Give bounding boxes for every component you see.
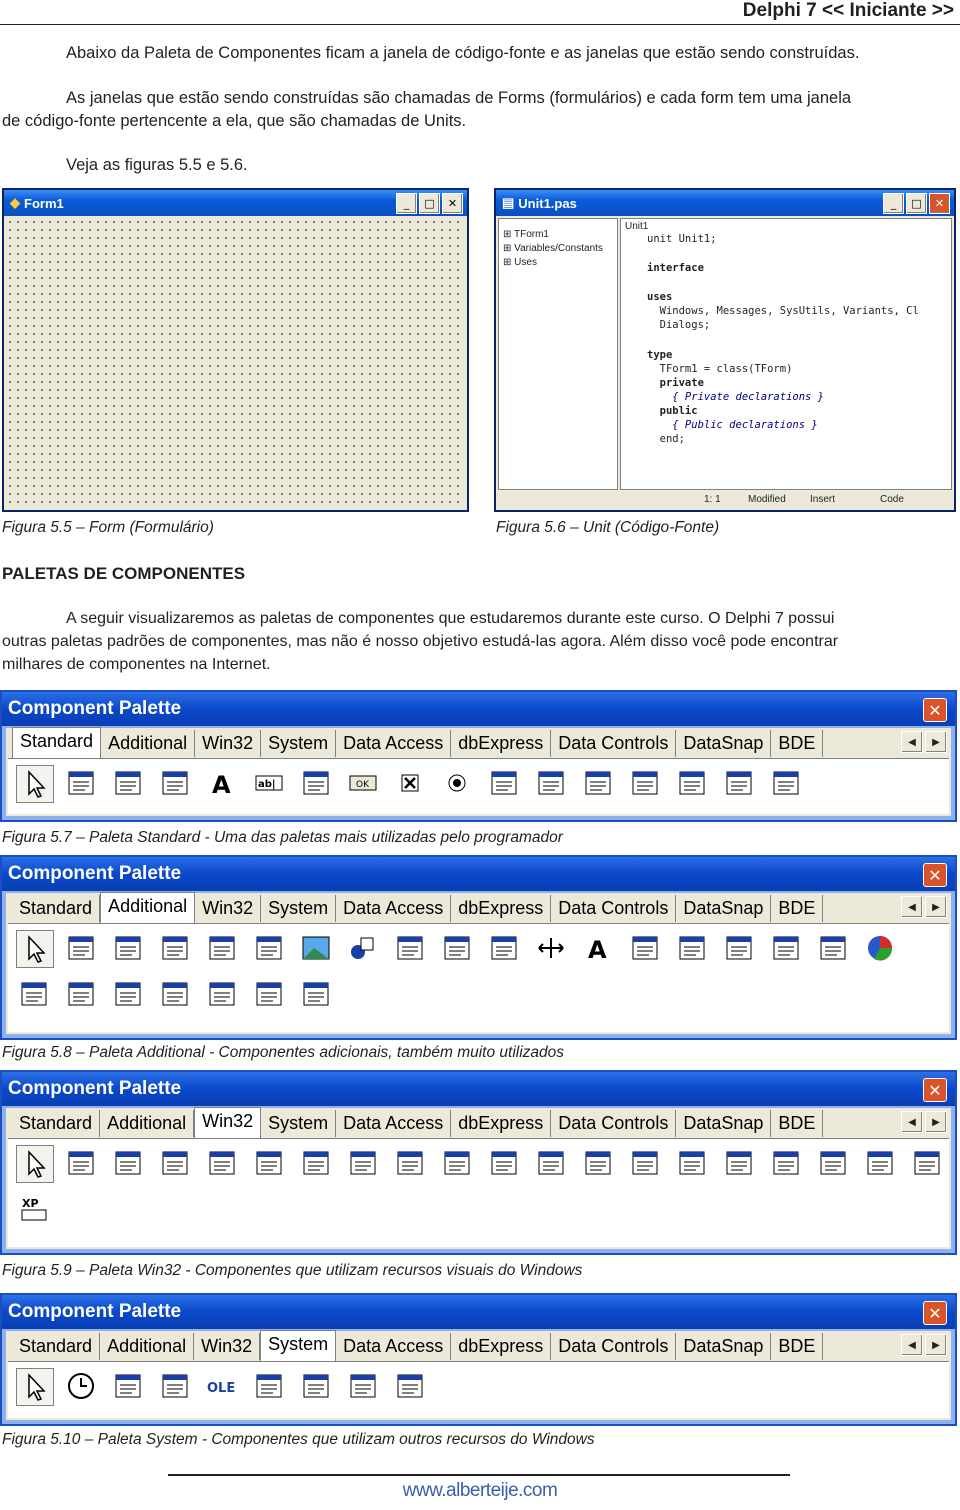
tree-item-variables[interactable]: ⊞ Variables/Constants	[503, 243, 603, 254]
bevel-icon[interactable]	[392, 930, 428, 966]
intro-paragraph-2b: de código-fonte pertencente a ela, que são chamadas de Units.	[2, 112, 467, 130]
palette-body	[6, 1331, 951, 1420]
maximize-button[interactable]: □	[906, 193, 927, 214]
progressbar-icon[interactable]	[298, 1145, 334, 1181]
tab-bde[interactable]: BDE	[771, 895, 823, 922]
component-palette-standard[interactable]	[0, 690, 957, 822]
scrollbox-icon[interactable]	[439, 930, 475, 966]
code-tab[interactable]: Code	[880, 494, 904, 505]
olecontainer-icon[interactable]	[204, 1368, 240, 1404]
hotkey-icon[interactable]	[392, 1145, 428, 1181]
tab-scroll-right-icon[interactable]: ▶	[925, 1334, 947, 1356]
tab-win32[interactable]: Win32	[195, 730, 261, 757]
drawgrid-icon[interactable]	[251, 930, 287, 966]
palette-close-button[interactable]: ✕	[923, 1078, 947, 1102]
palette-close-button[interactable]: ✕	[923, 863, 947, 887]
form1-title: Form1	[24, 195, 64, 211]
paintbox-icon[interactable]	[110, 1368, 146, 1404]
customizedlg-icon[interactable]	[298, 976, 334, 1012]
monthcalendar-icon[interactable]	[533, 1145, 569, 1181]
xpmanifest-icon[interactable]	[16, 1191, 52, 1227]
popupmenu-icon[interactable]	[110, 765, 146, 801]
listbox-icon[interactable]	[486, 765, 522, 801]
pointer-icon[interactable]	[16, 1145, 54, 1183]
code-line: uses	[647, 291, 673, 303]
tab-standard[interactable]: Standard	[12, 1333, 100, 1360]
palette-tabs	[12, 895, 823, 923]
mainmenu-icon[interactable]	[63, 765, 99, 801]
svg-text:XP: XP	[22, 1197, 39, 1210]
colorbox-icon[interactable]	[815, 930, 851, 966]
form-design-surface[interactable]	[6, 218, 465, 508]
unit-file-icon: ▤	[502, 195, 515, 210]
standardcolormap-icon[interactable]	[204, 976, 240, 1012]
code-line: public	[647, 405, 698, 417]
code-line: type	[647, 349, 673, 361]
tree-item-uses[interactable]: ⊞ Uses	[503, 257, 537, 268]
unit1-window[interactable]	[494, 188, 956, 512]
shape-icon[interactable]	[345, 930, 381, 966]
delphi-form-icon: ◆	[10, 195, 20, 210]
svg-text:OLE: OLE	[207, 1381, 236, 1396]
twilightcolormap-icon[interactable]	[251, 976, 287, 1012]
actionmanager-icon[interactable]	[16, 976, 52, 1012]
tab-scroll-right-icon[interactable]: ▶	[925, 731, 947, 753]
ddeclientconv-icon[interactable]	[251, 1368, 287, 1404]
datetimepicker-icon[interactable]	[486, 1145, 522, 1181]
code-line: unit Unit1;	[647, 233, 717, 245]
intro-paragraph-1: Abaixo da Paleta de Componentes ficam a janela de código-fonte e as janelas que estão sendo construídas.	[66, 44, 860, 62]
header-rule	[0, 24, 960, 25]
code-line: { Public declarations }	[647, 419, 818, 431]
palette-titlebar[interactable]	[2, 692, 955, 726]
tab-additional[interactable]: Additional	[100, 1333, 194, 1360]
palette-body	[6, 1108, 951, 1249]
tab-scroll-right-icon[interactable]: ▶	[925, 1111, 947, 1133]
tab-scroll-left-icon[interactable]: ◀	[901, 1111, 923, 1133]
tab-dbexpress[interactable]: dbExpress	[451, 730, 551, 757]
code-line: end;	[647, 433, 685, 445]
caption-fig-5-8: Figura 5.8 – Paleta Additional - Componentes adicionais, também muito utilizados	[2, 1044, 565, 1061]
tab-data-access[interactable]: Data Access	[336, 1110, 451, 1137]
tab-scroll-left-icon[interactable]: ◀	[901, 731, 923, 753]
pointer-hand-icon[interactable]	[157, 765, 193, 801]
xpcolormap-icon[interactable]	[157, 976, 193, 1012]
tabcontrol-icon[interactable]	[63, 1145, 99, 1181]
memo-icon[interactable]	[298, 765, 334, 801]
page-header-title: Delphi 7 << Iniciante >>	[742, 0, 954, 21]
close-button[interactable]: ✕	[929, 193, 950, 214]
controlbar-icon[interactable]	[627, 930, 663, 966]
palette-body	[6, 728, 951, 816]
combobox-icon[interactable]	[533, 765, 569, 801]
tab-win32[interactable]: Win32	[194, 1107, 261, 1141]
mediaplayer-icon[interactable]	[157, 1368, 193, 1404]
listview-icon[interactable]	[627, 1145, 663, 1181]
maximize-button[interactable]: □	[419, 193, 440, 214]
tab-scroll-right-icon[interactable]: ▶	[925, 896, 947, 918]
palette-close-button[interactable]: ✕	[923, 1301, 947, 1325]
tab-system[interactable]: System	[261, 730, 336, 757]
tab-scroll-left-icon[interactable]: ◀	[901, 896, 923, 918]
component-icons	[8, 923, 949, 1032]
palette-tabs	[12, 730, 823, 758]
minimize-button[interactable]: _	[396, 193, 417, 214]
tab-data-controls[interactable]: Data Controls	[551, 730, 676, 757]
tab-bde[interactable]: BDE	[771, 730, 823, 757]
tree-item-tform1[interactable]: ⊞ TForm1	[503, 229, 549, 240]
code-line: interface	[647, 262, 704, 274]
stringgrid-icon[interactable]	[204, 930, 240, 966]
tab-data-controls[interactable]: Data Controls	[551, 1110, 676, 1137]
code-line: Dialogs;	[647, 319, 711, 331]
bitbtn-icon[interactable]	[63, 930, 99, 966]
code-editor[interactable]	[620, 218, 952, 490]
chart-icon[interactable]	[862, 930, 898, 966]
editor-statusbar	[498, 492, 952, 508]
tab-win32[interactable]: Win32	[194, 1333, 260, 1360]
code-line: Windows, Messages, SysUtils, Variants, Cl	[647, 305, 919, 317]
palette-close-button[interactable]: ✕	[923, 698, 947, 722]
tab-scroll-left-icon[interactable]: ◀	[901, 1334, 923, 1356]
code-line: { Private declarations }	[647, 391, 825, 403]
pointer-icon[interactable]	[16, 1368, 54, 1406]
tab-standard[interactable]: Standard	[12, 1110, 100, 1137]
code-explorer-tree[interactable]	[498, 218, 618, 490]
section-paragraph-1: A seguir visualizaremos as paletas de componentes que estudaremos durante este curso. O Delphi 7 possui	[66, 610, 835, 627]
tab-additional[interactable]: Additional	[101, 730, 195, 757]
tab-data-controls[interactable]: Data Controls	[551, 895, 676, 922]
label-icon[interactable]	[204, 765, 240, 801]
palette-title: Component Palette	[8, 698, 182, 719]
speedbutton-icon[interactable]	[110, 930, 146, 966]
radiogroup-icon[interactable]	[674, 765, 710, 801]
component-palette-win32[interactable]	[0, 1070, 957, 1255]
section-paragraph-2: outras paletas padrões de componentes, mas não é nosso objetivo estudá-las agora. Além disso você pode encontrar	[2, 633, 839, 650]
footer-url[interactable]: www.alberteije.com	[402, 1480, 558, 1501]
valuelisteditor-icon[interactable]	[721, 930, 757, 966]
coolbar-icon[interactable]	[815, 1145, 851, 1181]
toolbar-icon[interactable]	[768, 1145, 804, 1181]
caption-fig-5-10: Figura 5.10 – Paleta System - Componentes que utilizam outros recursos do Windows	[2, 1431, 595, 1448]
palette-tabs	[12, 1110, 823, 1138]
actiontoolbar-icon[interactable]	[110, 976, 146, 1012]
maskedit-icon[interactable]	[157, 930, 193, 966]
treeview-icon[interactable]	[580, 1145, 616, 1181]
svg-text:OK: OK	[356, 780, 369, 790]
component-palette-additional[interactable]	[0, 855, 957, 1040]
ddeserveritem-icon[interactable]	[392, 1368, 428, 1404]
svg-text:ab|: ab|	[258, 779, 276, 790]
section-title: PALETAS DE COMPONENTES	[2, 564, 246, 583]
editor-tab-unit1[interactable]: Unit1	[625, 221, 649, 232]
tab-datasnap[interactable]: DataSnap	[676, 895, 771, 922]
applicationevents-icon[interactable]	[674, 930, 710, 966]
intro-paragraph-2a: As janelas que estão sendo construídas são chamadas de Forms (formulários) e cada form tem uma janela	[66, 89, 852, 107]
richedit-icon[interactable]	[204, 1145, 240, 1181]
tab-datasnap[interactable]: DataSnap	[676, 730, 771, 757]
palette-titlebar[interactable]	[2, 1295, 955, 1329]
radiobutton-icon[interactable]	[439, 765, 475, 801]
code-line: TForm1 = class(TForm)	[647, 363, 793, 375]
form1-window[interactable]	[2, 188, 469, 512]
palette-titlebar[interactable]	[2, 857, 955, 891]
pagecontrol-icon[interactable]	[110, 1145, 146, 1181]
tab-additional[interactable]: Additional	[100, 892, 195, 926]
animate-icon[interactable]	[439, 1145, 475, 1181]
edit-icon[interactable]	[251, 765, 287, 801]
unit1-title: Unit1.pas	[518, 195, 577, 211]
minimize-button[interactable]: _	[883, 193, 904, 214]
code-line: private	[647, 377, 704, 389]
component-icons	[8, 1138, 949, 1247]
palette-body	[6, 893, 951, 1034]
component-icons	[8, 758, 949, 814]
palette-tabs	[12, 1333, 823, 1361]
caption-fig-5-7: Figura 5.7 – Paleta Standard - Uma das paletas mais utilizadas pelo programador	[2, 829, 563, 846]
ddeserverconv-icon[interactable]	[345, 1368, 381, 1404]
svg-text:A: A	[212, 771, 231, 799]
caption-fig-5-9: Figura 5.9 – Paleta Win32 - Componentes que utilizam recursos visuais do Windows	[2, 1262, 583, 1279]
tab-dbexpress[interactable]: dbExpress	[451, 1333, 551, 1360]
button-icon[interactable]	[345, 765, 381, 801]
checkbox-icon[interactable]	[392, 765, 428, 801]
checklistbox-icon[interactable]	[486, 930, 522, 966]
actionlist-icon[interactable]	[768, 765, 804, 801]
tab-bde[interactable]: BDE	[771, 1333, 823, 1360]
palette-title: Component Palette	[8, 1078, 182, 1099]
close-button[interactable]: ✕	[442, 193, 463, 214]
tab-data-access[interactable]: Data Access	[336, 1333, 451, 1360]
tab-system[interactable]: System	[261, 895, 336, 922]
intro-paragraph-3: Veja as figuras 5.5 e 5.6.	[66, 156, 248, 174]
imagelist-icon[interactable]	[157, 1145, 193, 1181]
section-paragraph-3: milhares de componentes na Internet.	[2, 656, 271, 673]
svg-text:A: A	[588, 936, 607, 964]
tab-additional[interactable]: Additional	[100, 1110, 194, 1137]
tab-dbexpress[interactable]: dbExpress	[451, 895, 551, 922]
caption-fig-5-5: Figura 5.5 – Form (Formulário)	[2, 519, 214, 536]
tab-win32[interactable]: Win32	[195, 895, 261, 922]
palette-title: Component Palette	[8, 863, 182, 884]
image-icon[interactable]	[298, 930, 334, 966]
groupbox-icon[interactable]	[627, 765, 663, 801]
statusbar-icon[interactable]	[721, 1145, 757, 1181]
scrollbar-icon[interactable]	[580, 765, 616, 801]
tab-system[interactable]: System	[261, 1110, 336, 1137]
pagescroller-icon[interactable]	[862, 1145, 898, 1181]
cursor-position: 1: 1	[704, 494, 721, 505]
tab-dbexpress[interactable]: dbExpress	[451, 1110, 551, 1137]
pointer-icon[interactable]	[16, 765, 54, 803]
component-icons	[8, 1361, 949, 1418]
palette-title: Component Palette	[8, 1301, 182, 1322]
updown-icon[interactable]	[345, 1145, 381, 1181]
palette-titlebar[interactable]	[2, 1072, 955, 1106]
trackbar-icon[interactable]	[251, 1145, 287, 1181]
modified-status: Modified	[748, 494, 786, 505]
splitter-icon[interactable]	[533, 930, 569, 966]
tab-standard[interactable]: Standard	[12, 895, 100, 922]
comboboxex-icon[interactable]	[909, 1145, 945, 1181]
panel-icon[interactable]	[721, 765, 757, 801]
statictext-icon[interactable]	[580, 930, 616, 966]
labelededit-icon[interactable]	[768, 930, 804, 966]
headercontrol-icon[interactable]	[674, 1145, 710, 1181]
tab-datasnap[interactable]: DataSnap	[676, 1333, 771, 1360]
tab-bde[interactable]: BDE	[771, 1110, 823, 1137]
tab-standard[interactable]: Standard	[12, 727, 101, 761]
tab-datasnap[interactable]: DataSnap	[676, 1110, 771, 1137]
tab-data-controls[interactable]: Data Controls	[551, 1333, 676, 1360]
timer-icon[interactable]	[63, 1368, 99, 1404]
caption-fig-5-6: Figura 5.6 – Unit (Código-Fonte)	[496, 519, 720, 536]
component-palette-system[interactable]	[0, 1293, 957, 1426]
actionmainmenubar-icon[interactable]	[63, 976, 99, 1012]
tab-data-access[interactable]: Data Access	[336, 895, 451, 922]
ddeclientitem-icon[interactable]	[298, 1368, 334, 1404]
pointer-icon[interactable]	[16, 930, 54, 968]
tab-data-access[interactable]: Data Access	[336, 730, 451, 757]
insert-status: Insert	[810, 494, 836, 505]
footer-rule	[168, 1474, 790, 1476]
tab-system[interactable]: System	[260, 1330, 336, 1364]
